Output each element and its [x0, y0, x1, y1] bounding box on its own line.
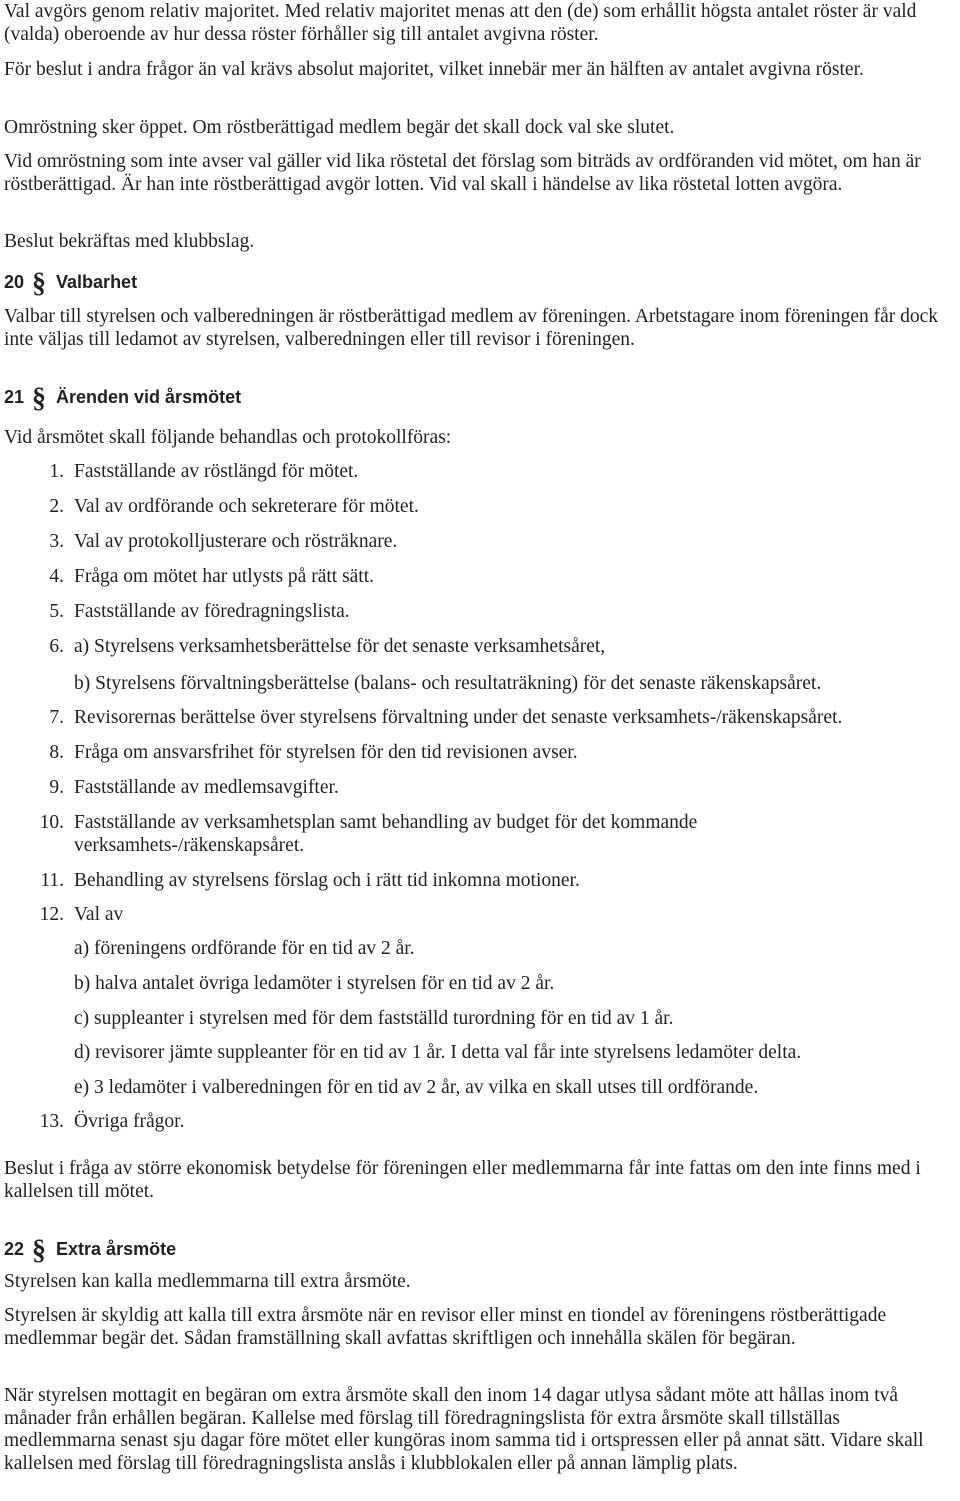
section-symbol-icon: § [32, 268, 47, 299]
section-symbol-icon: § [32, 1235, 47, 1266]
section-heading-22 [4, 1235, 177, 1266]
section-20-paragraph: Valbar till styrelsen och valberedningen är röstberättigad medlem av föreningen. Arbetstagare inom föreningen får dock inte väljas till ledamot av styrelsen, valberedningen eller till revisor i föreningen. [4, 306, 939, 350]
section-number: 21 [4, 387, 25, 407]
item-number: 2. [49, 496, 64, 517]
section-heading-20 [4, 268, 138, 299]
item-number: 9. [49, 777, 64, 798]
item-number: 5. [49, 601, 64, 622]
agenda-item-12-b: b) halva antalet övriga ledamöter i styrelsen för en tid av 2 år. [74, 973, 555, 994]
agenda-item-12-e: e) 3 ledamöter i valberedningen för en tid av 2 år, av vilka en skall utses till ordförande. [74, 1077, 759, 1098]
item-number: 13. [39, 1111, 64, 1132]
intro-paragraph-tie: Vid omröstning som inte avser val gäller vid lika röstetal det förslag som biträds av ordföranden vid mötet, om han är röstberättigad. Är han inte röstberättigad avgör lotten. Vid val skall i händelse av lika röstetal lotten avgöra. [4, 151, 921, 195]
item-text: Fastställande av verksamhetsplan samt behandling av budget för det kommande verksamhets-/räkenskapsåret. [74, 812, 698, 856]
item-number: 10. [39, 812, 64, 833]
item-text: Behandling av styrelsens förslag och i rätt tid inkomna motioner. [74, 870, 580, 891]
section-21-closing: Beslut i fråga av större ekonomisk betydelse för föreningen eller medlemmarna får inte fattas om den inte finns med i kallelsen till mötet. [4, 1158, 921, 1202]
item-text: Fråga om ansvarsfrihet för styrelsen för den tid revisionen avser. [74, 742, 578, 763]
agenda-item-6-b: b) Styrelsens förvaltningsberättelse (balans- och resultaträkning) för det senaste räkenskapsåret. [74, 673, 822, 694]
section-number: 22 [4, 1239, 25, 1259]
item-number: 7. [49, 707, 64, 728]
item-number: 3. [49, 531, 64, 552]
intro-paragraph-majority: Val avgörs genom relativ majoritet. Med relativ majoritet menas att den (de) som erhållit högsta antalet röster är vald (valda) oberoende av hur dessa röster förhåller sig till antalet avgivna röster. [4, 1, 917, 45]
section-title: Ärenden vid årsmötet [56, 387, 242, 407]
item-text: Övriga frågor. [74, 1111, 185, 1132]
agenda-item-12-a: a) föreningens ordförande för en tid av 2 år. [74, 938, 415, 959]
section-number: 20 [4, 272, 25, 292]
section-title: Extra årsmöte [56, 1239, 177, 1259]
item-text: Val av protokolljusterare och rösträknare. [74, 531, 398, 552]
section-22-paragraph-3: När styrelsen mottagit en begäran om extra årsmöte skall den inom 14 dagar utlysa sådant möte att hållas inom två månader från erhållen begäran. Kallelse med förslag till föredragningslista för extra årsmöte skall tillställas medlemmarna senast sju dagar före mötet eller kungöras inom samma tid i ortspressen eller på annat sätt. Vidare skall kallelsen med förslag till föredragningslista anslås i klubblokalen eller på annan lämplig plats. [4, 1385, 924, 1474]
agenda-item-12-c: c) suppleanter i styrelsen med för dem fastställd turordning för en tid av 1 år. [74, 1008, 674, 1029]
item-text: Fastställande av medlemsavgifter. [74, 777, 339, 798]
section-22-paragraph-2: Styrelsen är skyldig att kalla till extra årsmöte när en revisor eller minst en tiondel av föreningens röstberättigade medlemmar begär det. Sådan framställning skall avfattas skriftligen och innehålla skälen för begäran. [4, 1305, 887, 1349]
intro-paragraph-open-vote: Omröstning sker öppet. Om röstberättigad medlem begär det skall dock val ske slutet. [4, 117, 675, 138]
section-heading-21 [4, 383, 242, 414]
section-symbol-icon: § [32, 383, 47, 414]
item-text: a) Styrelsens verksamhetsberättelse för det senaste verksamhetsåret, [74, 636, 606, 657]
agenda-item-12-d: d) revisorer jämte suppleanter för en tid av 1 år. I detta val får inte styrelsens ledamöter delta. [74, 1042, 802, 1063]
item-number: 8. [49, 742, 64, 763]
item-text: Fastställande av föredragningslista. [74, 601, 350, 622]
item-number: 11. [40, 870, 64, 891]
item-number: 4. [49, 566, 64, 587]
section-22-paragraph-1: Styrelsen kan kalla medlemmarna till extra årsmöte. [4, 1271, 411, 1292]
item-number: 1. [49, 461, 64, 482]
intro-paragraph-gavel: Beslut bekräftas med klubbslag. [4, 231, 255, 252]
item-text: Val av [74, 904, 124, 925]
item-number: 12. [39, 904, 64, 925]
item-text: Revisorernas berättelse över styrelsens förvaltning under det senaste verksamhets-/räkenskapsåret. [74, 707, 843, 728]
item-text: Val av ordförande och sekreterare för mötet. [74, 496, 419, 517]
section-21-intro: Vid årsmötet skall följande behandlas och protokollföras: [4, 427, 452, 448]
item-text: Fråga om mötet har utlysts på rätt sätt. [74, 566, 375, 587]
item-text: Fastställande av röstlängd för mötet. [74, 461, 359, 482]
item-number: 6. [49, 636, 64, 657]
intro-paragraph-absolute-majority: För beslut i andra frågor än val krävs absolut majoritet, vilket innebär mer än hälften av antalet avgivna röster. [4, 59, 864, 80]
section-title: Valbarhet [56, 272, 138, 292]
